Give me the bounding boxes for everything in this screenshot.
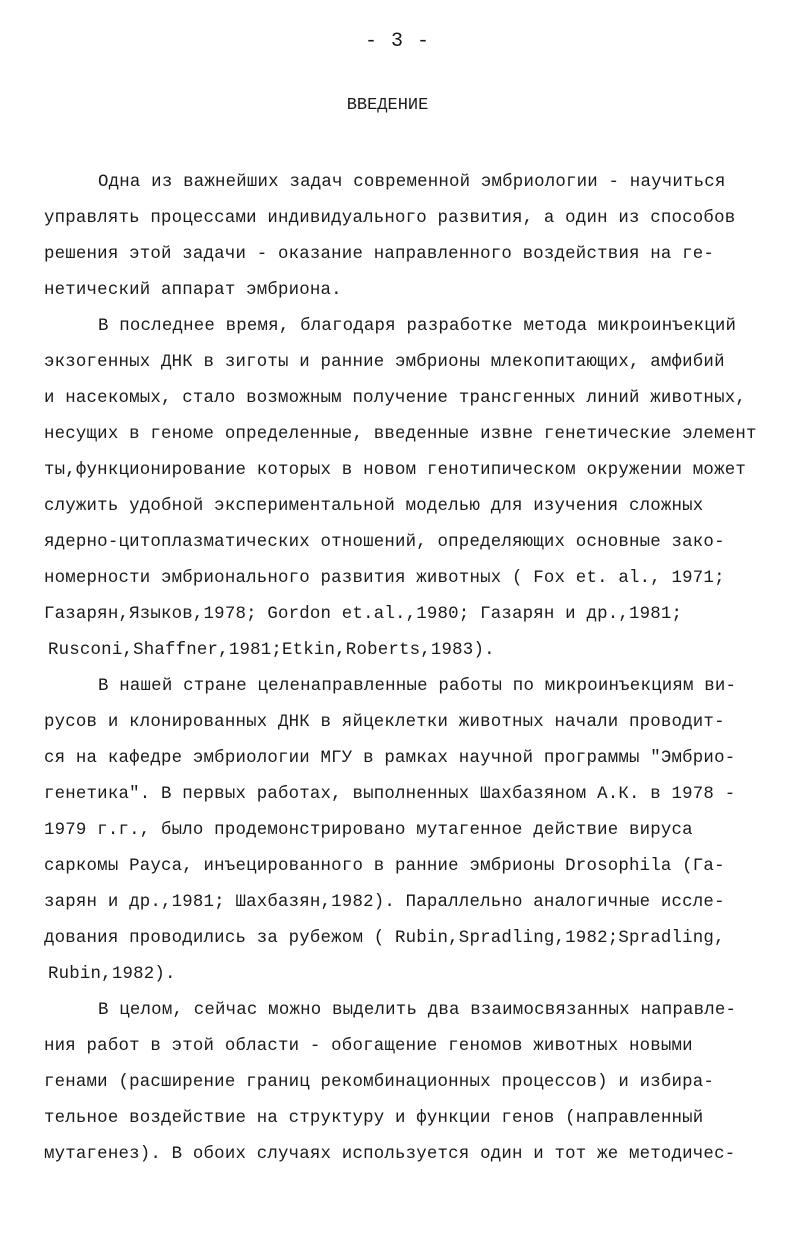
text-line: Одна из важнейших задач современной эмбриологии - научиться [98, 173, 726, 192]
page-number: - 3 - [364, 30, 430, 53]
text-line: ядерно-цитоплазматических отношений, определяющих основные зако- [44, 533, 725, 552]
text-line: несущих в геноме определенные, введенные извне генетические элемент [44, 425, 757, 444]
text-line: ты,функционирование которых в новом генотипическом окружении может [44, 461, 746, 480]
text-line: Rubin,1982). [48, 965, 176, 984]
text-line: Rusconi,Shaffner,1981;Etkin,Roberts,1983). [48, 641, 495, 660]
text-line: экзогенных ДНК в зиготы и ранние эмбрионы млекопитающих, амфибий [44, 353, 725, 372]
text-line: управлять процессами индивидуального развития, а один из способов [44, 209, 736, 228]
text-line: Газарян,Языков,1978; Gordon et.al.,1980; Газарян и др.,1981; [44, 605, 683, 624]
text-line: 1979 г.г., было продемонстрировано мутагенное действие вируса [44, 821, 693, 840]
text-line: номерности эмбрионального развития животных ( Fox et. al., 1971; [44, 569, 725, 588]
text-line: саркомы Рауса, инъецированного в ранние эмбрионы Drosophila (Га- [44, 857, 725, 876]
text-line: тельное воздействие на структуру и функции генов (направленный [44, 1109, 704, 1128]
text-line: мутагенез). В обоих случаях используется один и тот же методичес- [44, 1145, 736, 1164]
text-line: дования проводились за рубежом ( Rubin,Spradling,1982;Spradling, [44, 929, 725, 948]
text-line: и насекомых, стало возможным получение трансгенных линий животных, [44, 389, 746, 408]
text-line: В целом, сейчас можно выделить два взаимосвязанных направле- [98, 1001, 737, 1020]
text-line: служить удобной экспериментальной моделью для изучения сложных [44, 497, 704, 516]
text-line: решения этой задачи - оказание направленного воздействия на ге- [44, 245, 715, 264]
text-line: русов и клонированных ДНК в яйцеклетки животных начали проводит- [44, 713, 725, 732]
text-line: генами (расширение границ рекомбинационных процессов) и избира- [44, 1073, 715, 1092]
text-line: генетика". В первых работах, выполненных Шахбазяном А.К. в 1978 - [44, 785, 736, 804]
text-line: нетический аппарат эмбриона. [44, 281, 342, 300]
text-line: В последнее время, благодаря разработке метода микроинъекций [98, 317, 737, 336]
text-line: ния работ в этой области - обогащение геномов животных новыми [44, 1037, 693, 1056]
section-heading: ВВЕДЕНИЕ [346, 96, 429, 115]
text-line: зарян и др.,1981; Шахбазян,1982). Параллельно аналогичные иссле- [44, 893, 725, 912]
text-line: В нашей стране целенаправленные работы по микроинъекциям ви- [98, 677, 737, 696]
text-line: ся на кафедре эмбриологии МГУ в рамках научной программы "Эмбрио- [44, 749, 736, 768]
